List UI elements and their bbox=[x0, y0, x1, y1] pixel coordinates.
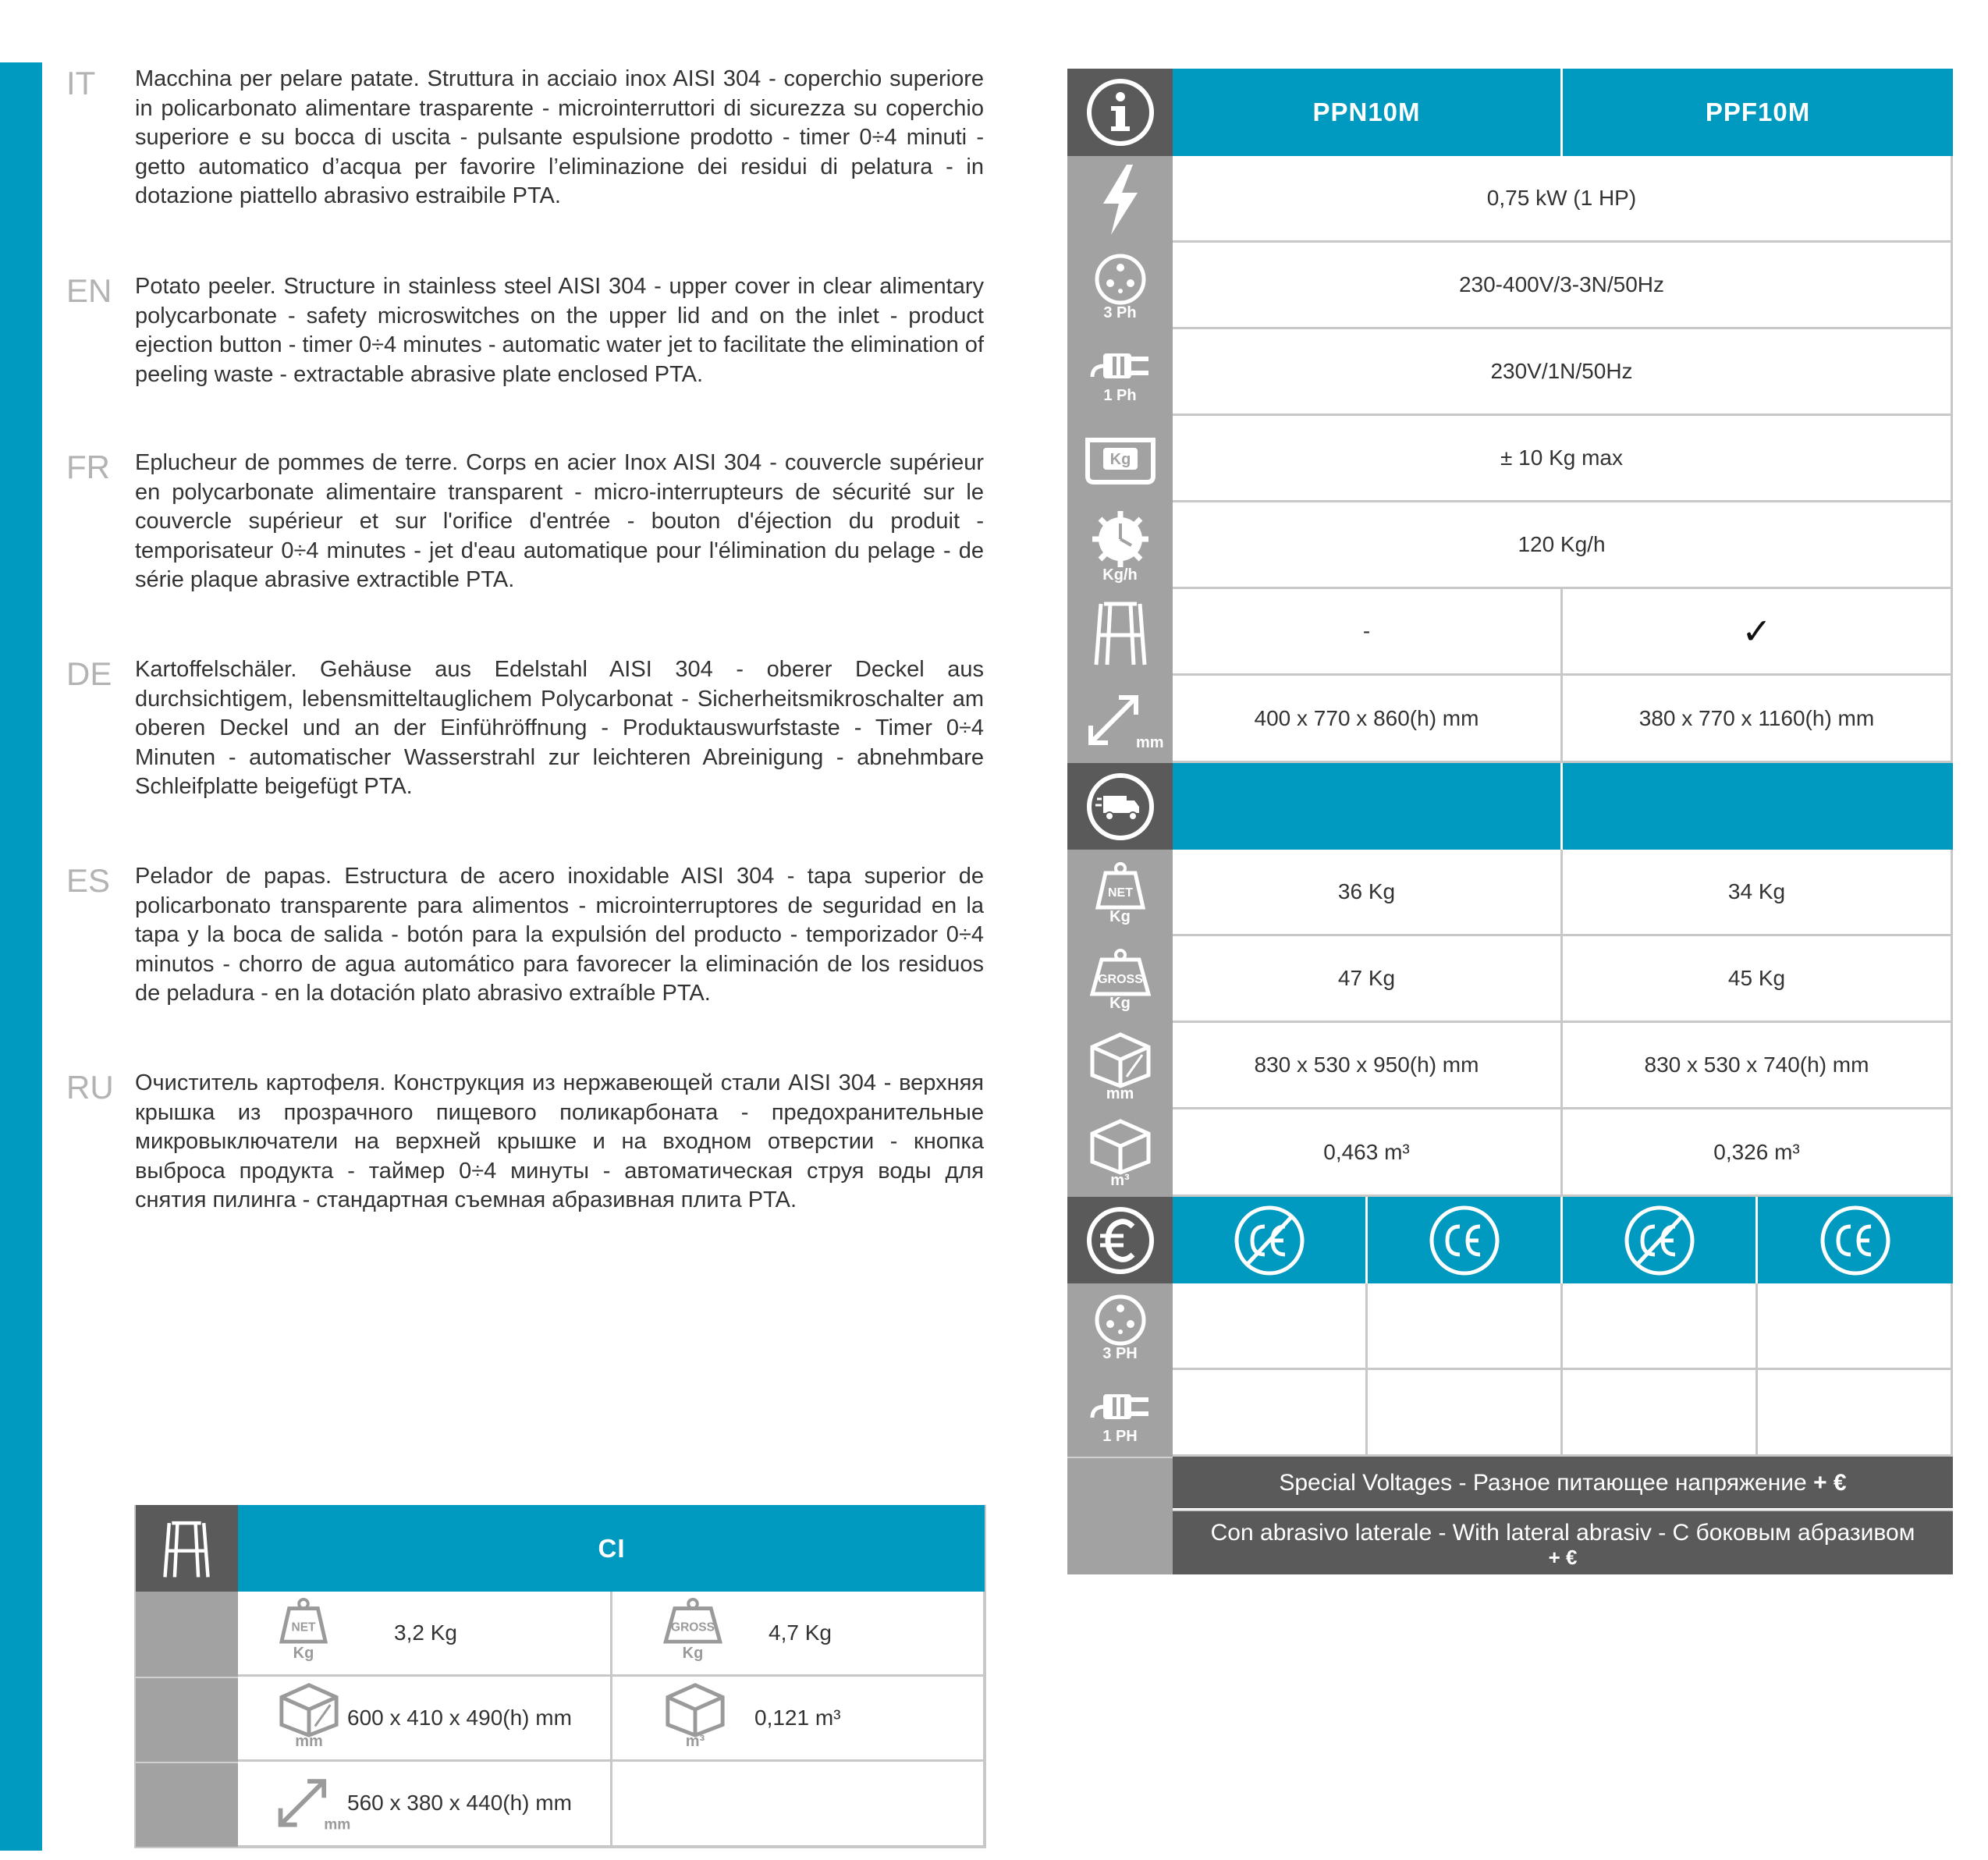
hourly-output-value: 120 Kg/h bbox=[1173, 502, 1953, 589]
lang-code-de: DE bbox=[66, 655, 112, 692]
model-header-ppn10m: PPN10M bbox=[1173, 69, 1563, 156]
three-phase-label: 3 Ph bbox=[1103, 303, 1137, 321]
dimensions-ppf10m: 380 x 770 x 1160(h) mm bbox=[1563, 676, 1953, 763]
three-phase-plug-icon bbox=[1067, 243, 1173, 329]
three-phase-plug-icon-2 bbox=[1067, 1283, 1173, 1370]
special-voltages-text: Special Voltages - Разное питающее напряжение bbox=[1279, 1469, 1807, 1496]
desc-text-ru: Очиститель картофеля. Конструкция из нержавеющей стали AISI 304 - верхняя крышка из прозрачного пищевого поликарбоната - предохранительные микровыключатели на верхней крышке и на входном отверстии - кнопка выброса продукта - таймер 0÷4 минуты - автоматическая струя воды для снятия пилинга - стандартная съемная абразивная плита PTA. bbox=[135, 1070, 984, 1212]
dimensions-ppn10m: 400 x 770 x 860(h) mm bbox=[1173, 676, 1563, 763]
net-weight-icon bbox=[1067, 850, 1173, 936]
accessory-dimensions: 560 x 380 x 440(h) mm bbox=[347, 1791, 572, 1815]
package-volume-unit: m³ bbox=[1110, 1172, 1130, 1189]
accessory-package-dimensions-icon bbox=[277, 1681, 341, 1751]
lang-code-it: IT bbox=[66, 65, 96, 101]
package-volume-ppf10m: 0,326 m³ bbox=[1563, 1109, 1953, 1197]
stand-icon bbox=[1067, 589, 1173, 676]
single-phase-plug-icon-2 bbox=[1067, 1370, 1173, 1457]
special-voltages-note bbox=[1173, 1457, 1953, 1508]
gross-weight-ppf10m: 45 Kg bbox=[1563, 936, 1953, 1023]
power-value: 0,75 kW (1 HP) bbox=[1173, 156, 1953, 243]
package-volume-ppn10m: 0,463 m³ bbox=[1173, 1109, 1563, 1197]
desc-text-en: Potato peeler. Structure in stainless steel AISI 304 - upper cover in clear alimentary polycarbonate - safety microswitches on the upper lid and on the inlet - product ejection button - timer 0÷4 minutes - automatic water jet to facilitate the elimination of peeling waste - extractable abrasive plate enclosed PTA. bbox=[135, 274, 984, 387]
lateral-abrasive-note bbox=[1173, 1510, 1953, 1574]
gross-weight-icon-label: GROSS bbox=[1097, 972, 1143, 986]
hourly-output-icon bbox=[1067, 502, 1173, 589]
stand-ppf10m-check: ✓ bbox=[1563, 589, 1953, 676]
desc-text-it: Macchina per pelare patate. Struttura in acciaio inox AISI 304 - coperchio superiore in policarbonato alimentare trasparente - microinterruttori di sicurezza su coperchio superiore e su bocca di uscita - pulsante espulsione prodotto - timer 0÷4 minuti - getto automatico d’acqua per favorire l’eliminazione dei residui di pelatura - in dotazione piattello abrasivo estraibile PTA. bbox=[135, 66, 984, 208]
accessory-net-weight-icon-label: NET bbox=[291, 1620, 316, 1635]
price-1ph-cell-4 bbox=[1758, 1370, 1953, 1457]
accessory-side-3 bbox=[135, 1762, 238, 1848]
accessory-package-volume-unit: m³ bbox=[685, 1733, 705, 1750]
accessory-gross-weight-icon-label: GROSS bbox=[671, 1620, 715, 1635]
capacity-bowl-icon bbox=[1067, 416, 1173, 502]
info-icon bbox=[1067, 69, 1173, 156]
package-dimensions-ppf10m: 830 x 530 x 740(h) mm bbox=[1563, 1023, 1953, 1109]
svg-text:Kg: Kg bbox=[1109, 450, 1131, 468]
lang-code-en: EN bbox=[66, 272, 112, 309]
accessory-package-volume: 0,121 m³ bbox=[754, 1706, 841, 1730]
single-phase-label-2: 1 PH bbox=[1102, 1427, 1138, 1445]
accessory-stand-icon bbox=[135, 1505, 238, 1592]
stand-ppn10m: - bbox=[1173, 589, 1563, 676]
no-ce-mark-icon-2 bbox=[1563, 1197, 1758, 1283]
accessory-net-weight-icon bbox=[278, 1598, 329, 1663]
package-dimensions-ppn10m: 830 x 530 x 950(h) mm bbox=[1173, 1023, 1563, 1109]
accessory-dimensions-icon bbox=[272, 1771, 351, 1833]
voltage-3ph-value: 230-400V/3-3N/50Hz bbox=[1173, 243, 1953, 329]
accessory-package-volume-icon bbox=[663, 1681, 727, 1751]
lang-code-fr: FR bbox=[66, 449, 110, 485]
shipping-truck-icon bbox=[1067, 763, 1173, 850]
accessory-gross-weight: 4,7 Kg bbox=[769, 1620, 832, 1645]
accessory-gross-weight-unit: Kg bbox=[682, 1645, 704, 1662]
lateral-abrasive-text: Con abrasivo laterale - With lateral abrasiv - С боковым абразивом bbox=[1210, 1520, 1915, 1546]
net-weight-ppf10m: 34 Kg bbox=[1563, 850, 1953, 936]
accessory-net-weight: 3,2 Kg bbox=[394, 1620, 457, 1645]
desc-text-es: Pelador de papas. Estructura de acero inoxidable AISI 304 - tapa superior de policarbonato transparente para alimentos - microinterruptores de seguridad en la tapa y la boca de salida - botón para la expulsión del producto - temporizador 0÷4 minutos - chorro de agua automático para favorecer la eliminación de los residuos de peladura - en la dotación plato abrasivo extraíble PTA. bbox=[135, 864, 984, 1006]
accessory-package-dimensions-unit: mm bbox=[295, 1733, 323, 1750]
capacity-value: ± 10 Kg max bbox=[1173, 416, 1953, 502]
gross-weight-icon bbox=[1067, 936, 1173, 1023]
ce-mark-icon bbox=[1368, 1197, 1563, 1283]
price-1ph-cell-2 bbox=[1368, 1370, 1563, 1457]
package-volume-icon bbox=[1067, 1109, 1173, 1197]
net-weight-ppn10m: 36 Kg bbox=[1173, 850, 1563, 936]
ce-mark-icon-2 bbox=[1758, 1197, 1953, 1283]
hourly-output-label: Kg/h bbox=[1102, 566, 1138, 584]
accessory-side-2 bbox=[135, 1677, 238, 1762]
price-3ph-cell-4 bbox=[1758, 1283, 1953, 1370]
shipping-header-left bbox=[1173, 763, 1563, 850]
dimensions-icon bbox=[1067, 676, 1173, 763]
gross-weight-unit: Kg bbox=[1109, 994, 1131, 1012]
accessory-side-1 bbox=[135, 1592, 238, 1677]
voltage-1ph-value: 230V/1N/50Hz bbox=[1173, 329, 1953, 416]
svg-text:mm: mm bbox=[1135, 734, 1164, 751]
no-ce-mark-icon bbox=[1173, 1197, 1368, 1283]
three-phase-label-2: 3 PH bbox=[1102, 1344, 1138, 1362]
shipping-header-right bbox=[1563, 763, 1953, 850]
accessory-gross-weight-icon bbox=[662, 1598, 724, 1663]
package-dimensions-icon bbox=[1067, 1023, 1173, 1109]
gross-weight-ppn10m: 47 Kg bbox=[1173, 936, 1563, 1023]
euro-icon bbox=[1067, 1197, 1173, 1283]
single-phase-plug-icon bbox=[1067, 329, 1173, 416]
model-header-ppf10m: PPF10M bbox=[1563, 69, 1953, 156]
price-3ph-cell-1 bbox=[1173, 1283, 1368, 1370]
single-phase-label: 1 Ph bbox=[1103, 386, 1137, 404]
power-icon bbox=[1067, 156, 1173, 243]
lateral-abrasive-price: + € bbox=[1548, 1546, 1578, 1569]
price-1ph-cell-3 bbox=[1563, 1370, 1758, 1457]
lang-code-es: ES bbox=[66, 862, 111, 899]
accessory-empty-cell bbox=[612, 1762, 985, 1848]
net-weight-unit: Kg bbox=[1109, 907, 1131, 925]
price-3ph-cell-2 bbox=[1368, 1283, 1563, 1370]
price-1ph-cell-1 bbox=[1173, 1370, 1368, 1457]
price-3ph-cell-3 bbox=[1563, 1283, 1758, 1370]
accessory-package-dimensions: 600 x 410 x 490(h) mm bbox=[347, 1706, 572, 1730]
footer-side-blank bbox=[1067, 1457, 1173, 1574]
net-weight-icon-label: NET bbox=[1107, 886, 1133, 900]
accessory-net-weight-unit: Kg bbox=[293, 1645, 314, 1662]
package-dimensions-unit: mm bbox=[1106, 1084, 1134, 1102]
accessory-header: CI bbox=[238, 1505, 985, 1592]
side-accent-bar bbox=[0, 62, 42, 1851]
lang-code-ru: RU bbox=[66, 1069, 114, 1106]
accessory-dimensions-unit: mm bbox=[324, 1816, 351, 1833]
special-voltages-price: + € bbox=[1813, 1469, 1847, 1496]
desc-text-de: Kartoffelschäler. Gehäuse aus Edelstahl AISI 304 - oberer Deckel aus durchsichtigem, lebensmitteltauglichem Polycarbonat - Sicherheitsmikroschalter am oberen Deckel und an der Einführöffnung - Produktauswurfstaste - Timer 0÷4 Minuten - automatischer Wasserstrahl zur leichteren Abreinigung - abnehmbare Schleifplatte beigefügt PTA. bbox=[135, 657, 984, 799]
desc-text-fr: Eplucheur de pommes de terre. Corps en acier Inox AISI 304 - couvercle supérieur en polycarbonate alimentaire transparent - micro-interrupteurs de sécurité sur le couvercle supérieur et sur l'orifice d'entrée - bouton d'éjection du produit - temporisateur 0÷4 minutes - jet d'eau automatique pour l'élimination du pelage - de série plaque abrasive extractible PTA. bbox=[135, 450, 984, 592]
